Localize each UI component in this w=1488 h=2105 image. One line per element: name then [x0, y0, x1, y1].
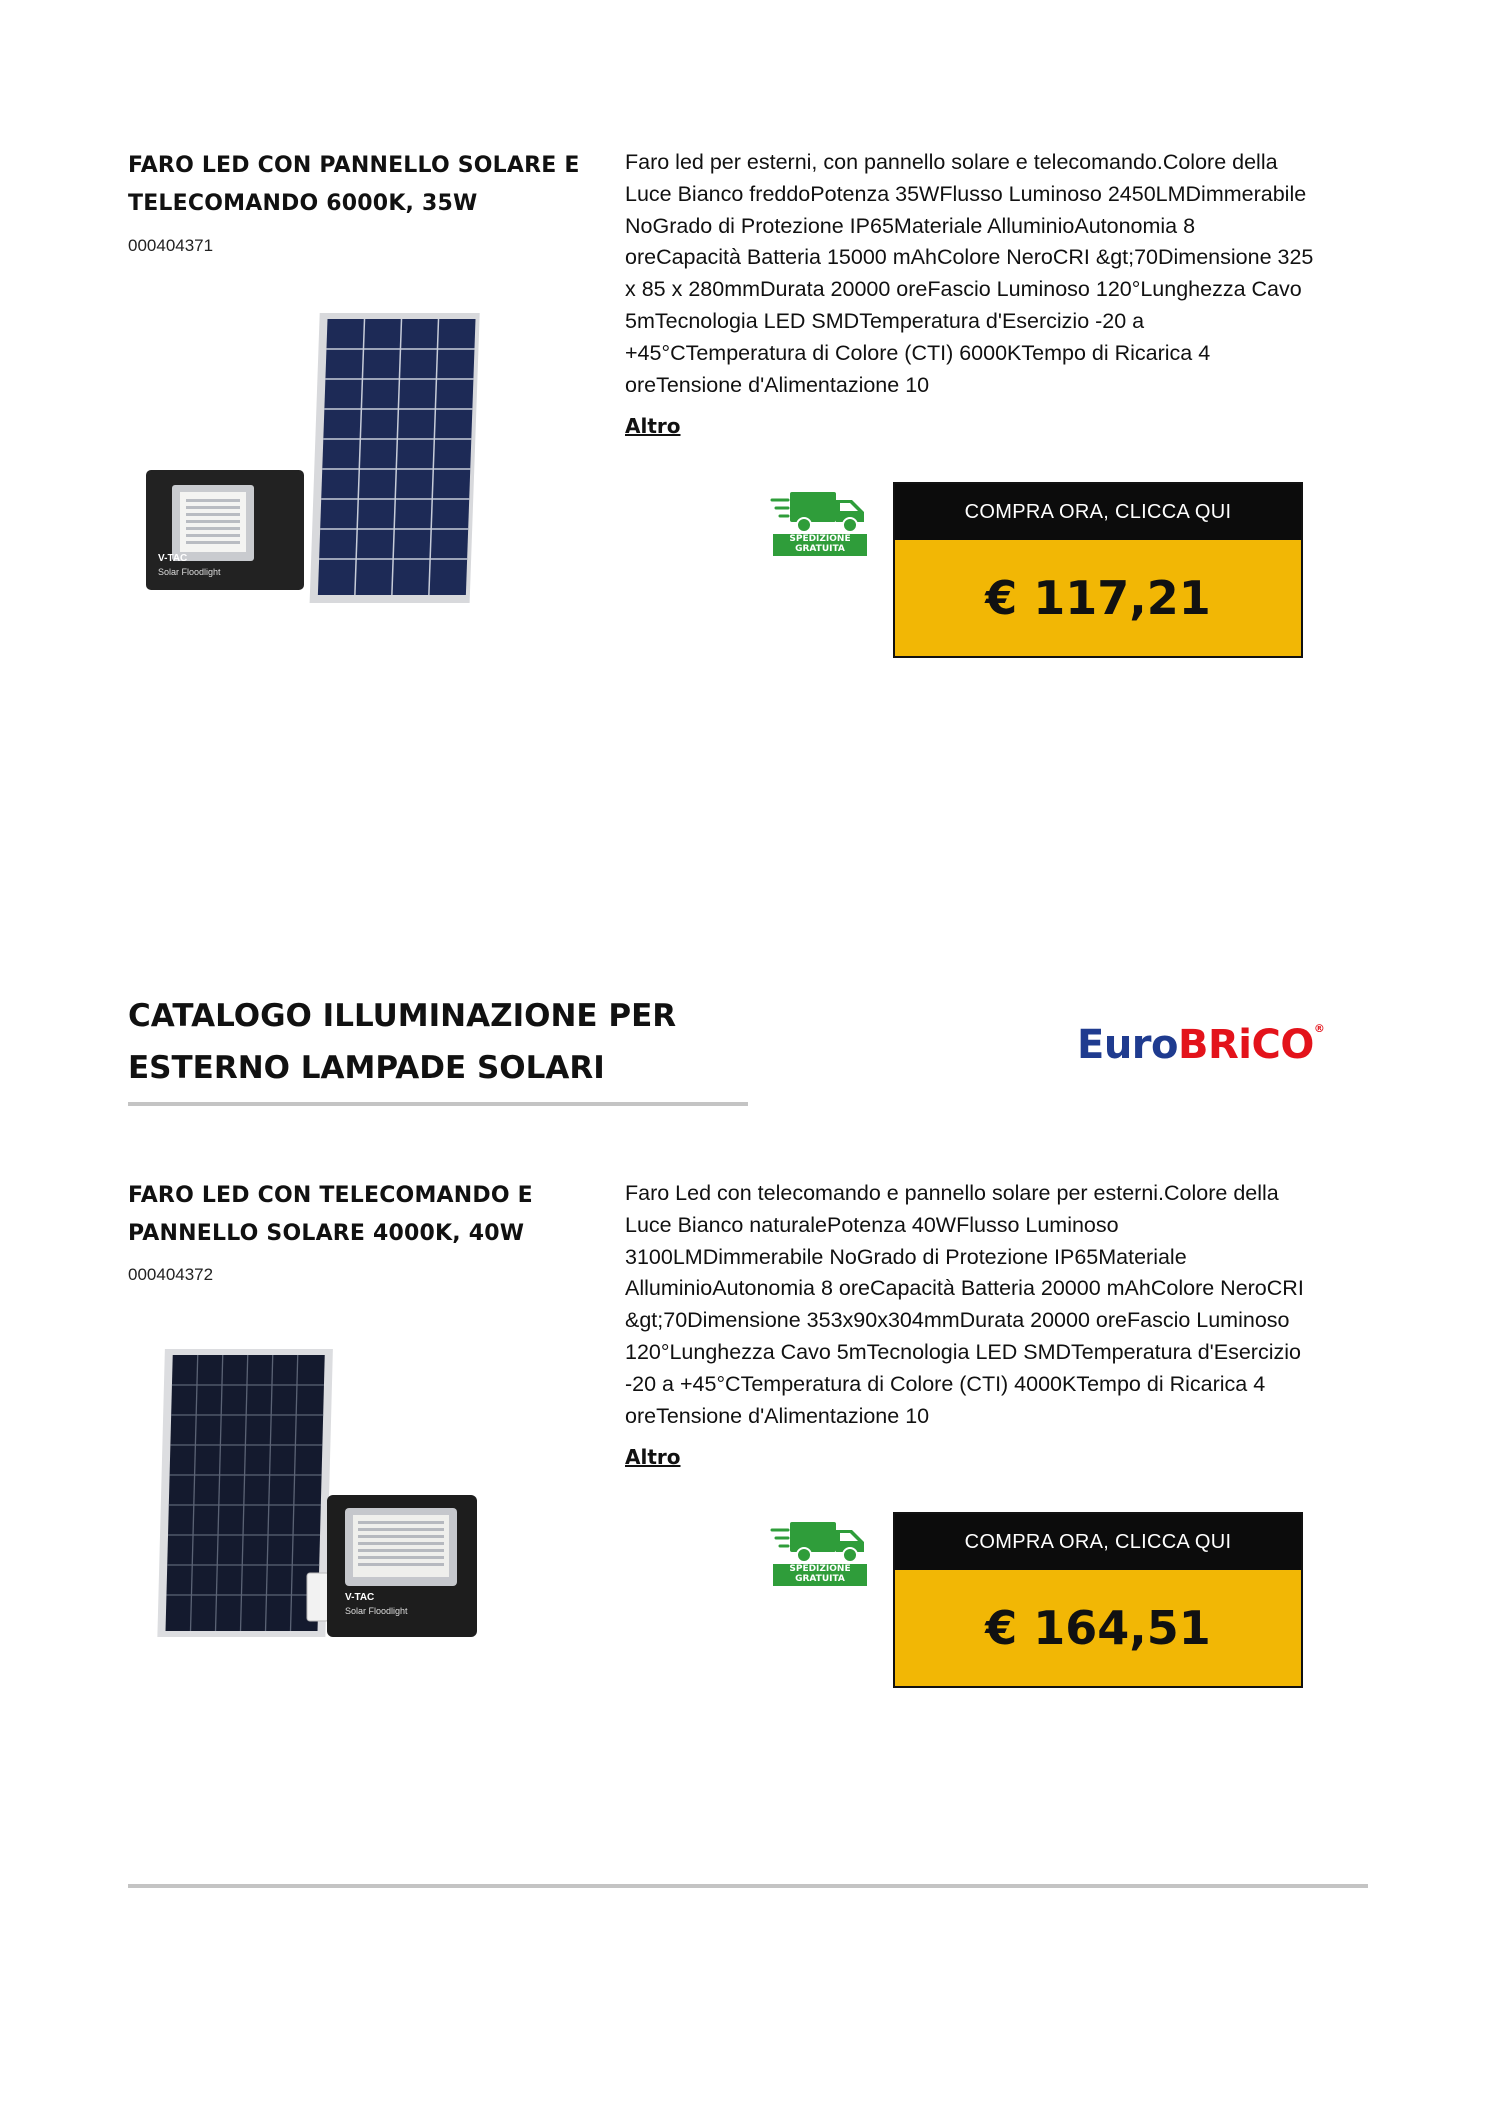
brand-logo-brico: BRiCO [1178, 1022, 1314, 1068]
shipping-badge-label: SPEDIZIONE GRATUITA [773, 1564, 867, 1586]
product-title: FARO LED CON TELECOMANDO E PANNELLO SOLARE 4000K, 40W [128, 1183, 533, 1246]
free-shipping-badge [770, 1520, 870, 1586]
registered-icon: ® [1313, 1022, 1325, 1035]
brand-logo-euro: Euro [1077, 1022, 1179, 1068]
product-title: FARO LED CON PANNELLO SOLARE E TELECOMANDO 6000K, 35W [128, 153, 580, 216]
product-code: 000404371 [128, 236, 214, 255]
product-description: Faro Led con telecomando e pannello solare per esterni.Colore della Luce Bianco naturalePotenza 40WFlusso Luminoso 3100LMDimmerabile NoGrado di Protezione IP65Materiale AlluminioAutonomia 8 oreCapacità Batteria 20000 mAhColore NeroCRI &gt;70Dimensione 353x90x304mmDurata 20000 oreFascio Luminoso 120°Lunghezza Cavo 5mTecnologia LED SMDTemperatura d'Esercizio -20 a +45°CTemperatura di Colore (CTI) 4000KTempo di Ricarica 4 oreTensione d'Alimentazione 10 [625, 1181, 1304, 1428]
price: € 117,21 [985, 571, 1211, 625]
buy-now-button[interactable]: COMPRA ORA, CLICCA QUI [895, 1514, 1301, 1570]
product-caption: Solar Floodlight [345, 1606, 408, 1616]
section-title: CATALOGO ILLUMINAZIONE PER ESTERNO LAMPADE SOLARI [128, 998, 677, 1086]
more-link[interactable]: Altro [625, 1445, 681, 1469]
section-divider [128, 1102, 748, 1106]
delivery-truck-icon [770, 490, 870, 534]
product-description: Faro led per esterni, con pannello solare e telecomando.Colore della Luce Bianco freddoPotenza 35WFlusso Luminoso 2450LMDimmerabile NoGrado di Protezione IP65Materiale AlluminioAutonomia 8 oreCapacità Batteria 15000 mAhColore NeroCRI &gt;70Dimensione 325 x 85 x 280mmDurata 20000 oreFascio Luminoso 120°Lunghezza Cavo 5mTecnologia LED SMDTemperatura d'Esercizio -20 a +45°CTemperatura di Colore (CTI) 6000KTempo di Ricarica 4 oreTensione d'Alimentazione 10 [625, 150, 1314, 397]
buy-box[interactable] [893, 482, 1303, 658]
price: € 164,51 [985, 1601, 1211, 1655]
product-code: 000404372 [128, 1265, 214, 1284]
more-link[interactable]: Altro [625, 414, 681, 438]
buy-box[interactable] [893, 1512, 1303, 1688]
shipping-badge-label: SPEDIZIONE GRATUITA [773, 534, 867, 556]
product-caption: Solar Floodlight [158, 567, 221, 577]
brand-logo [1077, 1022, 1324, 1068]
product-logo: V-TAC [345, 1592, 375, 1603]
free-shipping-badge [770, 490, 870, 556]
delivery-truck-icon [770, 1520, 870, 1564]
product-logo: V-TAC [158, 553, 188, 564]
product-image [140, 305, 490, 605]
buy-now-button[interactable]: COMPRA ORA, CLICCA QUI [895, 484, 1301, 540]
page-divider [128, 1884, 1368, 1888]
product-image [145, 1345, 495, 1645]
